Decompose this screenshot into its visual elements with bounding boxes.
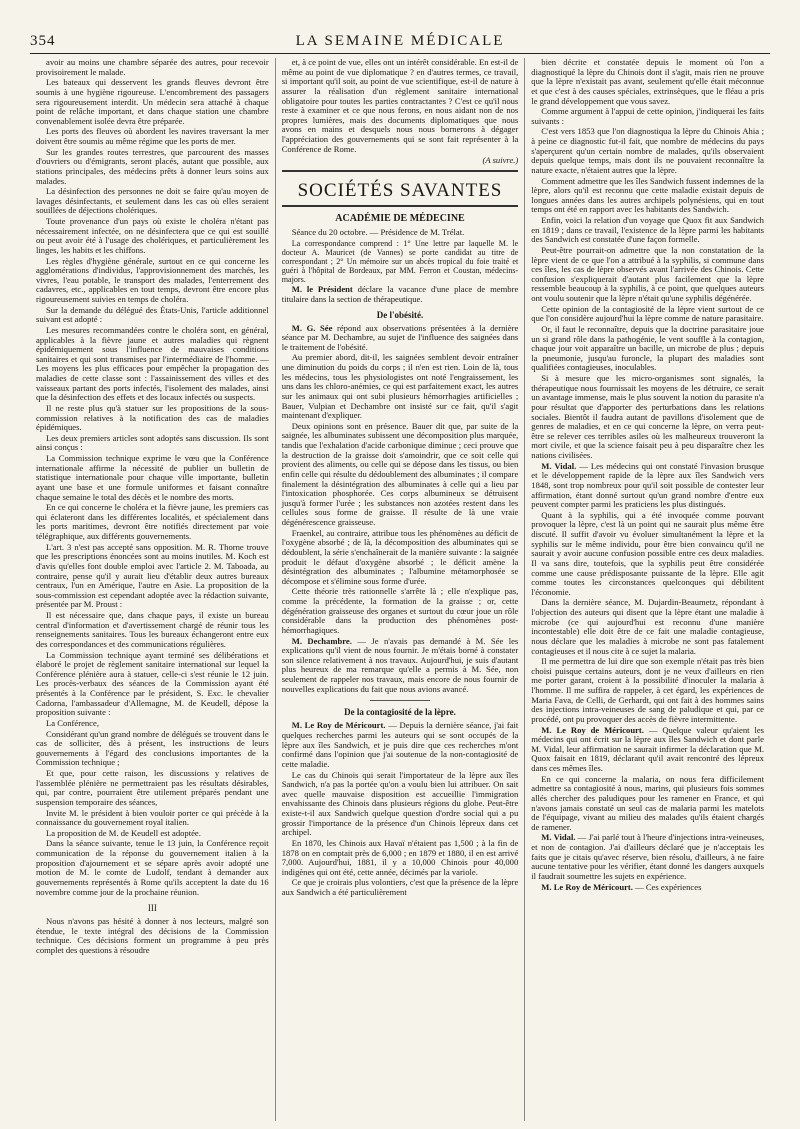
paragraph: Les mesures recommandées contre le choléra sont, en général, applicables à la fièvre jaune et autres maladies qui règnent épidémiquement sous l'influence de mauvaises conditions sanitaires et qui sont transmises par l'intermédiaire de l'homme. — Les moyens les plus efficaces pour empêcher la propagation des maladies de cette classe sont : l'assainissement des villes et des vaisseaux partant des ports infectés, l'isolement des malades, ainsi que la désinfection des effets et des locaux infectés ou suspects. — [36, 324, 269, 403]
paragraph: Le cas du Chinois qui serait l'importateur de la lèpre aux îles Sandwich, n'a pas la portée qu'on a voulu bien lui attribuer. On sait avec quelle mauvaise disposition est accueillie l'immigration envahissante des Chinois dans plusieurs régions du globe. Peut-être existe-t-il aux Sandwich quelque question d'ordre social qui a pu grossir l'importance de la présence d'un Chinois lépreux dans cet archipel. — [281, 769, 519, 838]
paragraph: En ce qui concerne le choléra et la fièvre jaune, les premiers cas qui éclateront dans les différentes localités, et spécialement dans les ports maritimes, devront être notifiés directement par voie télégraphique, aux différents gouvernements. — [36, 502, 269, 541]
column-right — [525, 58, 770, 1121]
paragraph: Quant à la syphilis, qui a été invoquée comme pouvant provoquer la lèpre, c'est là un point qui ne saurait plus même être discuté. Il suffit d'avoir vu évoluer simultanément la lèpre et la syphilis sur le même individu, pour être bien convaincu qu'il ne saurait y avoir aucune confusion possible entre ces deux maladies. Il va sans dire, toutefois, que la syphilis peut être considérée comme une cause prédisposante puissante de la lèpre. Elle agit comme toutes les circonstances quelconques qui débilitent l'économie. — [531, 509, 764, 597]
header-rule — [30, 53, 770, 54]
paragraph: M. Dechambre. — Je n'avais pas demandé à M. Sée les explications qu'il vient de nous fournir. Je m'étais borné à constater son silence relativement à nos travaux. Aujourd'hui, je suis d'autant plus heureux de ma remarque qu'elle a permis à M. Sée, non seulement de rappeler nos travaux, mais encore de nous fournir de nouvelles explications du fait que nous avions avancé. — [281, 635, 519, 694]
journal-title: LA SEMAINE MÉDICALE — [295, 33, 505, 49]
speaker: M. Dechambre. — [291, 635, 352, 646]
topic-heading: De la contagiosité de la lèpre. — [344, 707, 456, 718]
paragraph: Si à mesure que les micro-organismes sont signalés, la thérapeutique nous fournissait les moyens de les détruire, ce serait un avantage immense, mais le plus souvent la notion du parasite n'a pour résultat que d'apporter des perturbations dans les relations sociales. Bientôt il faudra autant de pavillons d'isolement que de genres de maladies, et en ce qui concerne la lèpre, on verra peut-être se relever ces terribles asiles où les malheureux trouveront la mort civile, et que la science faisait peu à peu disparaître chez les nations civilisées. — [531, 373, 764, 460]
section-rule — [282, 205, 519, 207]
paragraph: Il me permettra de lui dire que son exemple n'était pas très bien choisi puisque certains auteurs, dont je ne veux d'ailleurs en rien me porter garant, croient à la possibilité d'inoculer la malaria à l'homme. Il me suffira de rappeler, à cet égard, les expériences de Maria Fava, de Celli, de Gerhardt, qui ont fait à des hommes sains des injections intra-veineuses de sang de paludique et qui, par ce procédé, ont pu provoquer des accès de fièvre intermittente. — [531, 656, 764, 724]
page-header — [30, 28, 770, 50]
paragraph: L'art. 3 n'est pas accepté sans opposition. M. R. Thorne trouve que les prescriptions énoncées sont au moins inutiles. M. Koch est d'avis qu'elles font double emploi avec l'article 2. M. Taboada, au contraire, pense qu'il y aurait lieu d'établir deux autres bureaux centraux, l'un en Amérique, l'autre en Asie. La proposition de la sous-commission est cependant adoptée avec la rédaction suivante, présentée par M. Proust : — [36, 541, 269, 610]
paragraph: C'est vers 1853 que l'on diagnostiqua la lèpre du Chinois Ahia ; à peine ce diagnostic fut-il fait, que nombre de médecins du pays s'aperçurent qu'un certain nombre de malades, qu'ils observaient depuis quelque temps, mais dont ils ne pouvaient reconnaître la nature exacte, n'étaient autres que la lèpre. — [531, 126, 764, 175]
paragraph: Fraenkel, au contraire, attribue tous les phénomènes au déficit de l'oxygène absorbé ; de là, la décomposition des albuminates qui se dédoublent, la série s'enchaînerait de la manière suivante : la saignée produit le défaut d'oxygène absorbé ; le déficit amène la désintégration des albuminates ; l'albumine métamorphosée se décompose et s'élimine sous forme d'urée. — [281, 527, 519, 586]
paragraph: M. le Président déclare la vacance d'une place de membre titulaire dans la section de thérapeutique. — [281, 284, 519, 304]
paragraph: Toute provenance d'un pays où existe le choléra n'étant pas nécessairement infectée, on ne désinfectera que ce qui est souillé ou peut avoir été à l'usage des cholériques, et particulièrement les linges, les habits et les chiffons. — [36, 216, 269, 255]
speaker: M. Le Roy de Méricourt. — [541, 724, 644, 735]
section-rule — [282, 170, 519, 172]
paragraph: En ce qui concerne la malaria, on nous fera difficilement admettre sa contagiosité à nous, marins, qui plusieurs fois sommes allés chercher des paludiques pour les ramener en France, et qui n'avons jamais constaté un seul cas de malaria parmi les matelots de l'équipage, vivant au milieu des malades qu'ils étaient chargés de ramener. — [531, 773, 764, 832]
paragraph: M. Le Roy de Méricourt. — Depuis la dernière séance, j'ai fait quelques recherches parmi les auteurs qui se sont occupés de la lèpre aux îles Sandwich, et je puis dire que ces recherches m'ont confirmé dans l'opinion que j'ai soutenue de la non-contagiosité de cette maladie. — [281, 720, 519, 769]
column-right-paragraphs — [531, 58, 764, 461]
paragraph: La Commission technique exprime le vœu que la Conférence internationale affirme la nécessité de publier un bulletin de statistique internationale pour chaque ville importante, bulletin ayant une base et une formule uniformes et faisant connaître chaque semaine le total des décès et le nombre des morts. — [36, 453, 269, 502]
paragraph: Ce que je croirais plus volontiers, c'est que la présence de la lèpre aux Sandwich a été particulièrement — [281, 877, 519, 898]
speaker: M. Le Roy de Méricourt. — [291, 720, 386, 731]
paragraph: La Conférence, — [46, 717, 99, 728]
paragraph: Invite M. le président à bien vouloir porter ce qui précède à la connaissance du gouvernement royal italien. — [36, 807, 269, 828]
section-numeral: III — [147, 903, 157, 914]
academy-heading: ACADÉMIE DE MÉDECINE — [335, 213, 465, 225]
text-columns — [30, 58, 770, 1121]
paragraph: M. Le Roy de Méricourt. — Ces expériences — [541, 881, 702, 892]
paragraph: Peut-être pourrait-on admettre que la non constatation de la lèpre vient de ce que l'on a attribué à la syphilis, si commune dans ces îles, les cas de lèpre observés avant l'arrivée des Chinois. Cette confusion s'expliquerait d'autant plus facilement que la lèpre ressemble beaucoup à la syphilis, à ce point, que quelques auteurs ont voulu soutenir que la lèpre n'était qu'une syphilis dégénérée. — [531, 244, 764, 303]
paragraph: et, à ce point de vue, elles ont un intérêt considérable. En est-il de même au point de vue diplomatique ? en d'autres termes, ce travail, si important qu'il soit, au point de vue scientifique, est-il de nature à assurer la réalisation d'un règlement sanitaire international obligatoire pour toutes les parties contractantes ? C'est ce qu'il nous reste à examiner et ce que nous ferons, en nous aidant non de nos propres lumières, mais des documents diplomatiques que nous avons en mains et desquels nous nous bornerons à dégager l'appréciation des gouvernements qui se sont fait représenter à la Conférence de Rome. — [281, 58, 519, 154]
paragraph: Cette opinion de la contagiosité de la lèpre vient surtout de ce que l'on considère aujourd'hui la lèpre comme de nature parasitaire. — [531, 303, 764, 324]
paragraph: M. Vidal. — J'ai parlé tout à l'heure d'injections intra-veineuses, et non de contagion. J'ai d'ailleurs déclaré que je n'acceptais les faits que je citais qu'avec réserve, bien résolu, d'ailleurs, à ne faire aucune tentative pour les vérifier, étant donné les dangers auxquels il faudrait soumettre les sujets en expérience. — [531, 832, 764, 881]
column-middle — [275, 58, 526, 1121]
speaker: M. G. Sée — [291, 322, 333, 333]
speaker: M. Le Roy de Méricourt. — [541, 881, 633, 892]
column-left — [30, 58, 275, 1121]
paragraph: Sur la demande du délégué des États-Unis, l'article additionnel suivant est adopté : — [36, 304, 269, 325]
paragraph: La Commission technique ayant terminé ses délibérations et élaboré le projet de règlement sanitaire international sur lequel la Conférence plénière aura à statuer, celle-ci s'est réunie le 12 juin. Les procès-verbaux des séances de la Commission ayant été présentés à la Conférence par le président, S. Exc. le chevalier Cadorna, l'ambassadeur d'Allemagne, M. de Keudell, dépose la proposition suivante : — [36, 649, 269, 718]
divider — [370, 700, 430, 701]
paragraph: En 1870, les Chinois aux Havaï n'étaient pas 1,500 ; à la fin de 1878 on en comptait près de 6,000 ; en 1879 et 1880, il en est arrivé 7,000. Aujourd'hui, 1881, il y a 10,000 Chinois pour 40,000 indigènes qui ont été, cette année, décimés par la variole. — [281, 837, 519, 877]
column-middle-paragraphs — [282, 58, 519, 154]
paragraph: Et que, pour cette raison, les discussions y relatives de l'assemblée plénière ne permettraient pas les résultats désirables, qui, par contre, pourraient être utilement préparés pendant une suspension temporaire des séances, — [36, 768, 269, 807]
page-number: 354 — [30, 33, 56, 49]
paragraph: bien décrite et constatée depuis le moment où l'on a diagnostiqué la lèpre du Chinois dont il s'agit, mais rien ne prouve que la lèpre n'existait pas avant, seulement qu'elle était méconnue et que c'est à des causes spéciales, extrinsèques, que le fléau a pris le grand développement que vous savez. — [531, 58, 764, 106]
paragraph: M. Le Roy de Méricourt. — Quelque valeur qu'aient les médecins qui ont écrit sur la lèpre aux îles Sandwich et dont parle M. Vidal, leur affirmation ne saurait infirmer la déclaration que M. Quox faisait en 1819, déclarant qu'il avait rencontré des lépreux dans ces mêmes îles. — [531, 724, 764, 773]
paragraph: Dans la dernière séance, M. Dujardin-Beaumetz, répondant à l'objection des auteurs qui disent que la lèpre étant une maladie à microbe (ce qui aujourd'hui est reconnu d'une manière incontestable) elle doit être de ce fait une maladie contagieuse, nous déclare que les maladies à microbe ne sont pas fatalement contagieuses et il nous cite à ce sujet la malaria. — [531, 597, 764, 656]
paragraph: avoir au moins une chambre séparée des autres, pour recevoir provisoirement le malade. — [36, 58, 269, 77]
paragraph: Nous n'avons pas hésité à donner à nos lecteurs, malgré son étendue, le texte intégral des décisions de la Commission technique. Ces décisions forment un programme à peu près complet des questions à résoudre — [36, 916, 269, 956]
paragraph: Dans la séance suivante, tenue le 13 juin, la Conférence reçoit communication de la réponse du gouvernement italien à la proposition d'ajournement et se sépare après avoir adopté une motion de M. le comte de Ludolf, tendant à demander aux gouvernements représentés à Rome qu'ils acceptent la date du 16 novembre comme jour de la prochaine réunion. — [36, 838, 269, 897]
paragraph: Les deux premiers articles sont adoptés sans discussion. Ils sont ainsi conçus : — [36, 432, 269, 453]
speaker: M. le Président — [291, 284, 353, 295]
paragraph: M. Vidal. — Les médecins qui ont constaté l'invasion brusque et le développement rapide de la lèpre aux îles Sandwich vers 1848, sont trop nombreux pour qu'il soit possible de contester leur affirmation, étant donné surtout qu'un grand nombre d'entre eux peuvent compter parmi les praticiens les plus distingués. — [531, 460, 764, 510]
section-title: SOCIÉTÉS SAVANTES — [297, 179, 503, 201]
paragraph: Il ne reste plus qu'à statuer sur les propositions de la sous-commission relatives à la notification des cas de maladies épidémiques. — [36, 402, 269, 433]
paragraph: Deux opinions sont en présence. Bauer dit que, par suite de la saignée, les albuminates subissent une décomposition plus marquée, tandis que l'exhalation d'acide carbonique diminue ; ceci prouve que la destruction de la graisse doit s'amoindrir, que ce soit celle qui provient des aliments, ou celle qui se dépose dans les tissus, ou bien enfin celle qui résulte du dédoublement des albuminates ; il compare finalement la désintégration des albuminates à celle qui a lieu par l'intoxication phosphorée. Ces corps albumineux se détruisent jusqu'à former l'urée ; les substances non azotées restent dans les cellules sous forme de graisse. Il résulte de là une vraie dégénérescence graisseuse. — [281, 420, 519, 528]
session-line: Séance du 20 octobre. — Présidence de M. Trélat. — [291, 227, 465, 238]
paragraph: Les bateaux qui desservent les grands fleuves devront être soumis à une hygiène rigoureuse. L'encombrement des passagers sera rigoureusement interdit. Un médecin sera attaché à chaque point de relâche important, et dans chaque station une chambre convenablement isolée devra être préparée. — [36, 77, 269, 126]
topic-heading: De l'obésité. — [376, 309, 424, 320]
paragraph: M. G. Sée répond aux observations présentées à la dernière séance par M. Dechambre, au sujet de l'influence des saignées dans le traitement de l'obésité. — [281, 322, 519, 352]
paragraph-group — [282, 771, 519, 898]
paragraph-group — [531, 511, 764, 725]
paragraph: Or, il faut le reconnaître, depuis que la doctrine parasitaire joue un si grand rôle dans la pathogénie, le vent souffle à la contagion, chaque jour voit apparaître un bacille, un microbe de plus ; depuis la pneumonie, jusqu'au furoncle, la plupart des maladies sont qualifiées contagieuses, inoculables. — [531, 323, 764, 373]
to-follow-note: (A suivre.) — [482, 155, 519, 166]
paragraph: Enfin, voici la relation d'un voyage que Quox fit aux Sandwich en 1819 ; dans ce travail, l'existence de la lèpre parmi les habitants des Sandwich est constatée d'une façon formelle. — [531, 215, 764, 245]
paragraph: Il est nécessaire que, dans chaque pays, il existe un bureau central d'information et d'avertissement chargé de réunir tous les renseignements sanitaires. Tous les bureaux échangeront entre eux des correspondances et des communications régulières. — [36, 610, 269, 649]
paragraph: Considérant qu'un grand nombre de délégués se trouvent dans le cas de solliciter, dès à présent, les instructions de leurs gouvernements à l'égard des conclusions importantes de la Commission technique ; — [36, 728, 269, 768]
paragraph: Au premier abord, dit-il, les saignées semblent devoir entraîner une diminution du poids du corps ; il n'en est rien. Loin de là, tous les médecins, tous les physiologistes ont noté l'engraissement, les uns dans les chloro-anémies, ce qui est parfaitement exact, les autres sur les animaux qui ont subi plusieurs hémorrhagies artificielles ; Bauer, Vulpian et Dechambre ont insisté sur ce fait, qu'il s'agit maintenant d'expliquer. — [281, 352, 519, 421]
paragraph-group — [531, 775, 764, 833]
paragraph: La désinfection des personnes ne doit se faire qu'au moyen de lavages désinfectants, et seulement dans les cas où elles seraient souillées de déjections cholériques. — [36, 186, 269, 216]
paragraph: Cette théorie très rationnelle s'arrête là ; elle n'explique pas, comme la précédente, la formation de la graisse ; or, cette dégénération graisseuse des organes et surtout du cœur joue un rôle considérable dans la production des phénomènes post-hémorrhagiques. — [281, 586, 519, 635]
paragraph: Comment admettre que les îles Sandwich fussent indemnes de la lèpre, alors qu'il est reconnu que cette maladie existait depuis de longues années dans les autres archipels polynésiens, qui en tout temps ont été en rapport avec les habitants des Sandwich. — [531, 175, 764, 215]
correspondance: La correspondance comprend : 1° Une lettre par laquelle M. le docteur A. Mauricet (de Vannes) se porte candidat au titre de correspondant ; 2° Un mémoire sur un abcès tropical du foie traité et guéri à l'hôpital de Bordeaux, par MM. Ferron et Coustan, médecins-majors. — [281, 238, 519, 285]
paragraph: Les règles d'hygiène générale, surtout en ce qui concerne les agglomérations d'individus, l'approvisionnement des marchés, les vivres, l'eau potable, le transport des malades, l'enterrement des cadavres, etc., applicables en tout temps, devront être encore plus rigoureusement suivies en temps de choléra. — [36, 255, 269, 304]
paragraph: Sur les grandes routes terrestres, que parcourent des masses d'ouvriers ou d'émigrants, seront placés, autant que possible, aux stations principales, des médecins prêts à donner leurs soins aux malades. — [36, 146, 269, 186]
paragraph: La proposition de M. de Keudell est adoptée. — [46, 827, 201, 838]
paragraph: Les ports des fleuves où abordent les navires traversant la mer doivent être soumis au même régime que les ports de mer. — [36, 126, 269, 146]
paragraph-group — [282, 353, 519, 635]
speaker: M. Vidal. — [541, 460, 577, 471]
speaker: M. Vidal. — [541, 832, 576, 843]
paragraph: Comme argument à l'appui de cette opinion, j'indiquerai les faits suivants : — [531, 106, 764, 126]
column-left-paragraphs — [36, 58, 269, 897]
